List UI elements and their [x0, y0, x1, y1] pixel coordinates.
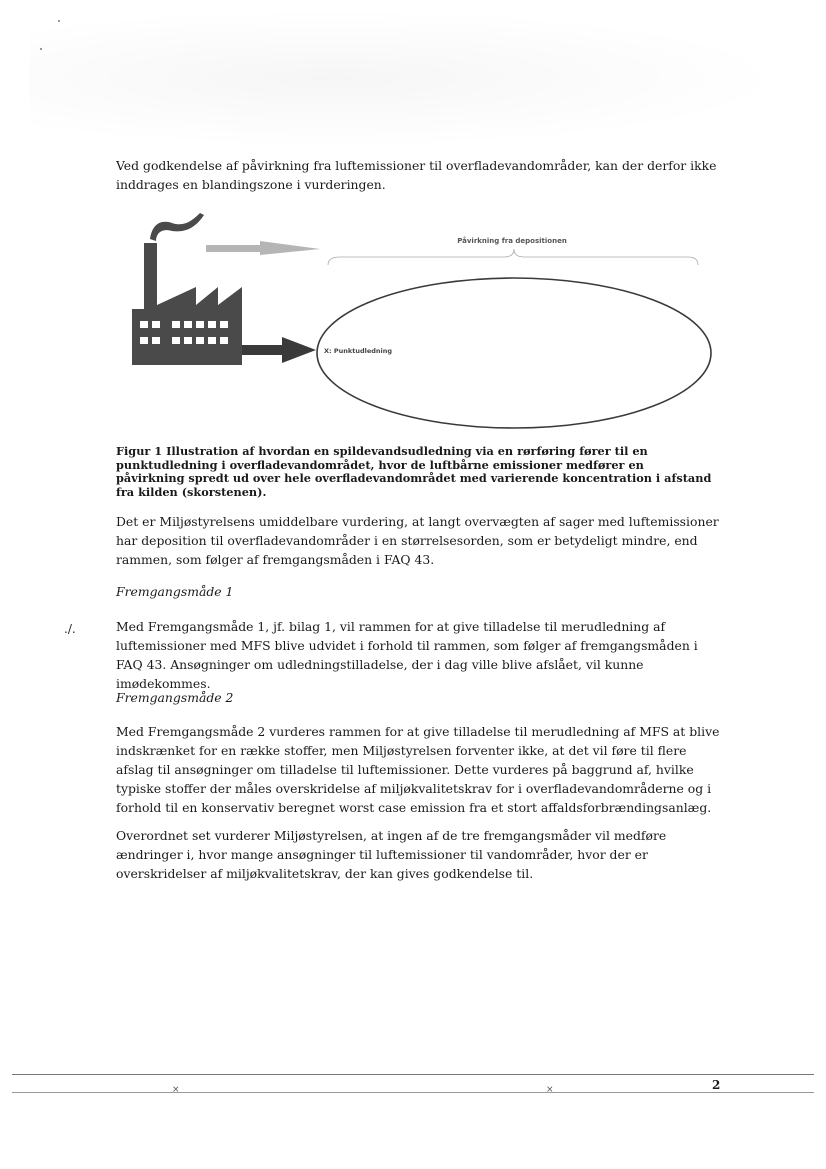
heading-fremgangsmaade-2: Fremgangsmåde 2: [116, 690, 234, 705]
scan-speck: [58, 20, 60, 22]
paragraph-assessment: Det er Miljøstyrelsens umiddelbare vurdering, at langt overvægten af sager med luftemissioner har deposition til overfladevandområder i en størrelsesorden, som er betydeligt mindre, end rammen, som følger af fremgangsmåden i FAQ 43.: [116, 514, 719, 567]
scan-speck: [40, 48, 42, 50]
heading-fremgangsmaade-1: Fremgangsmåde 1: [116, 584, 234, 599]
paragraph-fremgangsmaade-1: Med Fremgangsmåde 1, jf. bilag 1, vil rammen for at give tilladelse til merudledning af luftemissioner med MFS blive udvidet i forhold til rammen, som følger af fremgangsmåden i FAQ 43. Ansøgninger om udledningstilladelse, der i dag ville blive afslået, vil kunne imødekommes.: [116, 619, 698, 691]
paragraph-conclusion: Overordnet set vurderer Miljøstyrelsen, at ingen af de tre fremgangsmåder vil medføre ændringer i, hvor mange ansøgninger til luftemissioner til vandområder, hvor der er overskridelser af miljøkvalitetskrav, der kan gives godkendelse til.: [116, 828, 667, 881]
scan-mark: ×: [546, 1085, 554, 1095]
paragraph-fremgangsmaade-2: Med Fremgangsmåde 2 vurderes rammen for at give tilladelse til merudledning af MFS at blive indskrænket for en række stoffer, men Miljøstyrelsen forventer ikke, at det vil føre til flere afslag til ansøgninger om tilladelse til luftemissioner. Dette vurderes på baggrund af, hvilke typiske stoffer der måles overskridelse af miljøkvalitetskrav for i overfladevandområderne og i forhold til en konservativ beregnet worst case emission fra et stort affaldsforbrændingsanlæg.: [116, 724, 720, 815]
point-discharge-label: X: Punktudledning: [324, 347, 393, 355]
footer-rule: [12, 1074, 814, 1075]
discharge-pipe-arrow: [242, 337, 316, 363]
footer-rule: [12, 1092, 814, 1093]
figure-caption: Figur 1 Illustration af hvordan en spildevandsudledning via en rørføring fører til en punktudledning i overfladevandområdet, hvor de luftbårne emissioner medfører en påvirkning spredt ud over hele overfladevandområdet med varierende koncentration i afstand fra kilden (skorstenen).: [116, 444, 712, 499]
smoke-plume: [150, 213, 204, 241]
factory-illustration: [100, 205, 740, 435]
intro-paragraph: Ved godkendelse af påvirkning fra luftemissioner til overfladevandområder, kan der derfor ikke inddrages en blandingszone i vurderingen.: [116, 158, 717, 192]
scan-mark: ×: [172, 1085, 180, 1095]
margin-mark: ./.: [64, 622, 76, 636]
chimney: [144, 243, 157, 313]
deposition-label: Påvirkning fra depositionen: [457, 237, 567, 245]
scan-artifact: [30, 8, 790, 148]
airborne-emission-arrow: [206, 241, 320, 255]
page-number: 2: [712, 1078, 721, 1092]
deposition-brace: [328, 249, 698, 265]
